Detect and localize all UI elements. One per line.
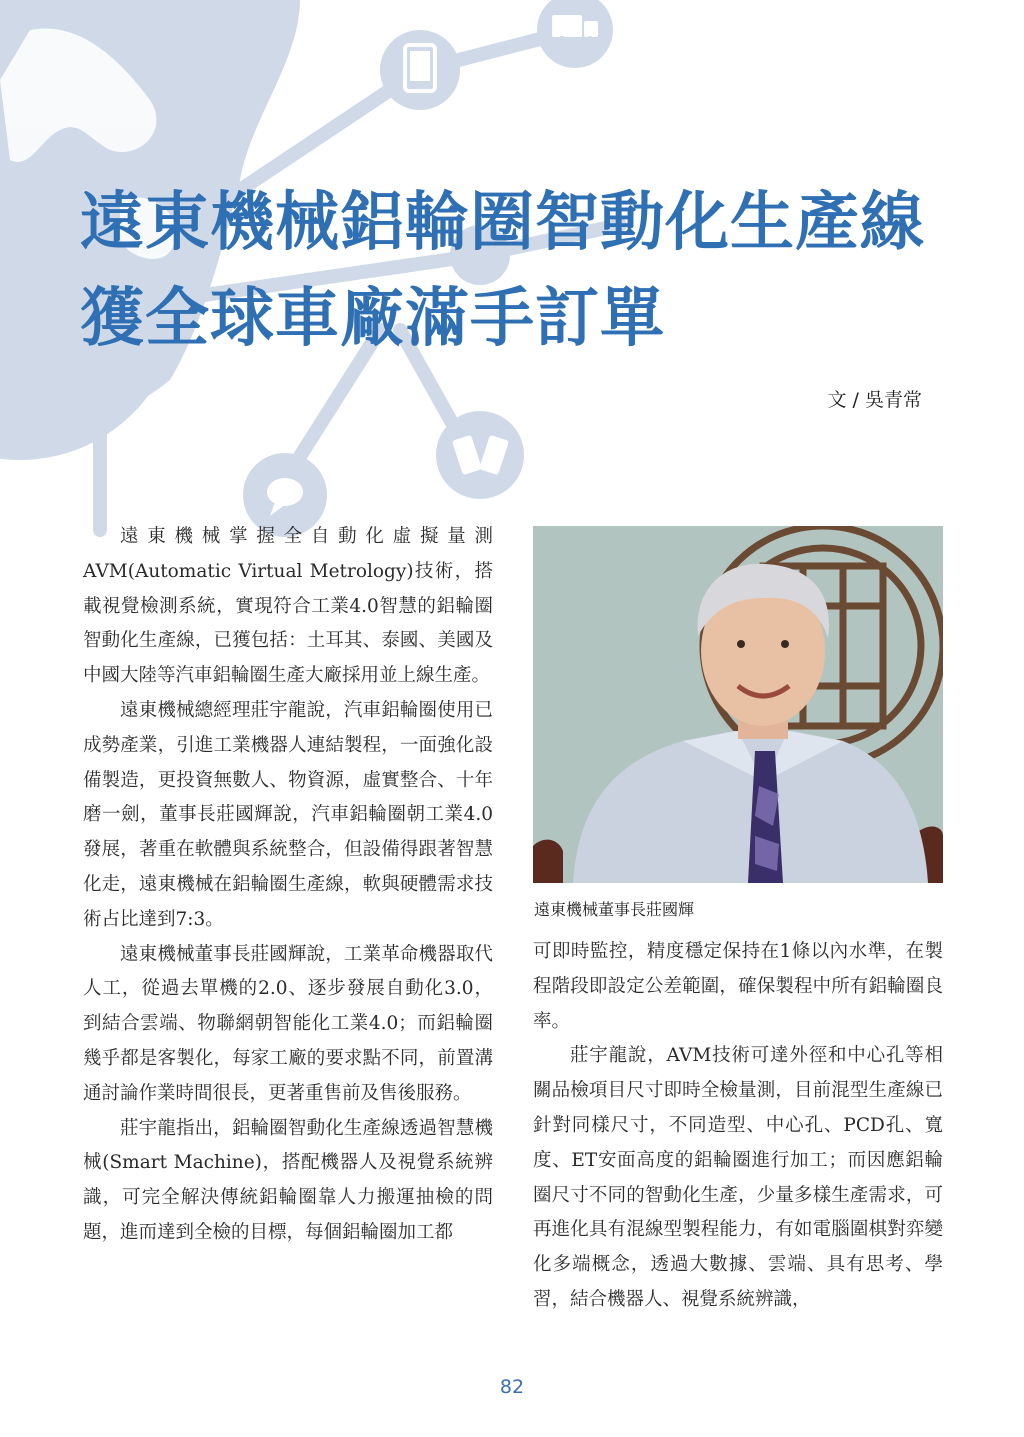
- portrait-photo: [533, 526, 943, 883]
- paragraph: 可即時監控，精度穩定保持在1條以內水準，在製程階段即設定公差範圍，確保製程中所有鋁輪圈良率。: [533, 941, 943, 1032]
- paragraph: 遠東機械董事長莊國輝說，工業革命機器取代人工，從過去單機的2.0、逐步發展自動化3.0，到結合雲端、物聯網朝智能化工業4.0；而鋁輪圈幾乎都是客製化，每家工廠的要求點不同，前置溝通討論作業時間很長，更著重售前及售後服務。: [83, 943, 493, 1104]
- photo-caption: 遠東機械董事長莊國輝: [534, 900, 695, 919]
- right-column: [533, 935, 943, 1318]
- title-line-2: 獲全球車廠滿手訂單: [80, 282, 665, 356]
- tablet-icon: [380, 30, 460, 110]
- left-column: [83, 520, 493, 1251]
- author-byline: 文 / 吳青常: [827, 389, 922, 411]
- paragraph: 莊宇龍指出，鋁輪圈智動化生產線透過智慧機械(Smart Machine)，搭配機器人及視覺系統辨識，可完全解決傳統鋁輪圈靠人力搬運抽檢的問題，進而達到全檢的目標，每個鋁輪圈加工都: [83, 1117, 493, 1243]
- paragraph: 遠東機械掌握全自動化虛擬量測AVM(Automatic Virtual Metrology)技術，搭載視覺檢測系統，實現符合工業4.0智慧的鋁輪圈智動化生產線，已獲包括：土耳其、泰國、美國及中國大陸等汽車鋁輪圈生產大廠採用並上線生產。: [83, 526, 493, 687]
- page-number: 82: [499, 1376, 525, 1398]
- paragraph: 遠東機械總經理莊宇龍說，汽車鋁輪圈使用已成勢產業，引進工業機器人連結製程，一面強化設備製造，更投資無數人、物資源，虛實整合、十年磨一劍，董事長莊國輝說，汽車鋁輪圈朝工業4.0發展，著重在軟體與系統整合，但設備得跟著智慧化走，遠東機械在鋁輪圈生產線，軟與硬體需求技術占比達到7:3。: [83, 699, 493, 930]
- article-title: [80, 175, 925, 367]
- mobile-phones-icon: [436, 411, 524, 499]
- title-line-1: 遠東機械鋁輪圈智動化生產線: [80, 186, 925, 260]
- paragraph: 莊宇龍說，AVM技術可達外徑和中心孔等相關品檢項目尺寸即時全檢量測，目前混型生產線已針對同樣尺寸，不同造型、中心孔、PCD孔、寬度、ET安面高度的鋁輪圈進行加工；而因應鋁輪圈尺寸不同的智動化生產，少量多樣生產需求，可再進化具有混線型製程能力，有如電腦圍棋對弈變化多端概念，透過大數據、雲端、具有思考、學習，結合機器人、視覺系統辨識，: [533, 1045, 943, 1310]
- truck-icon: [537, 0, 613, 68]
